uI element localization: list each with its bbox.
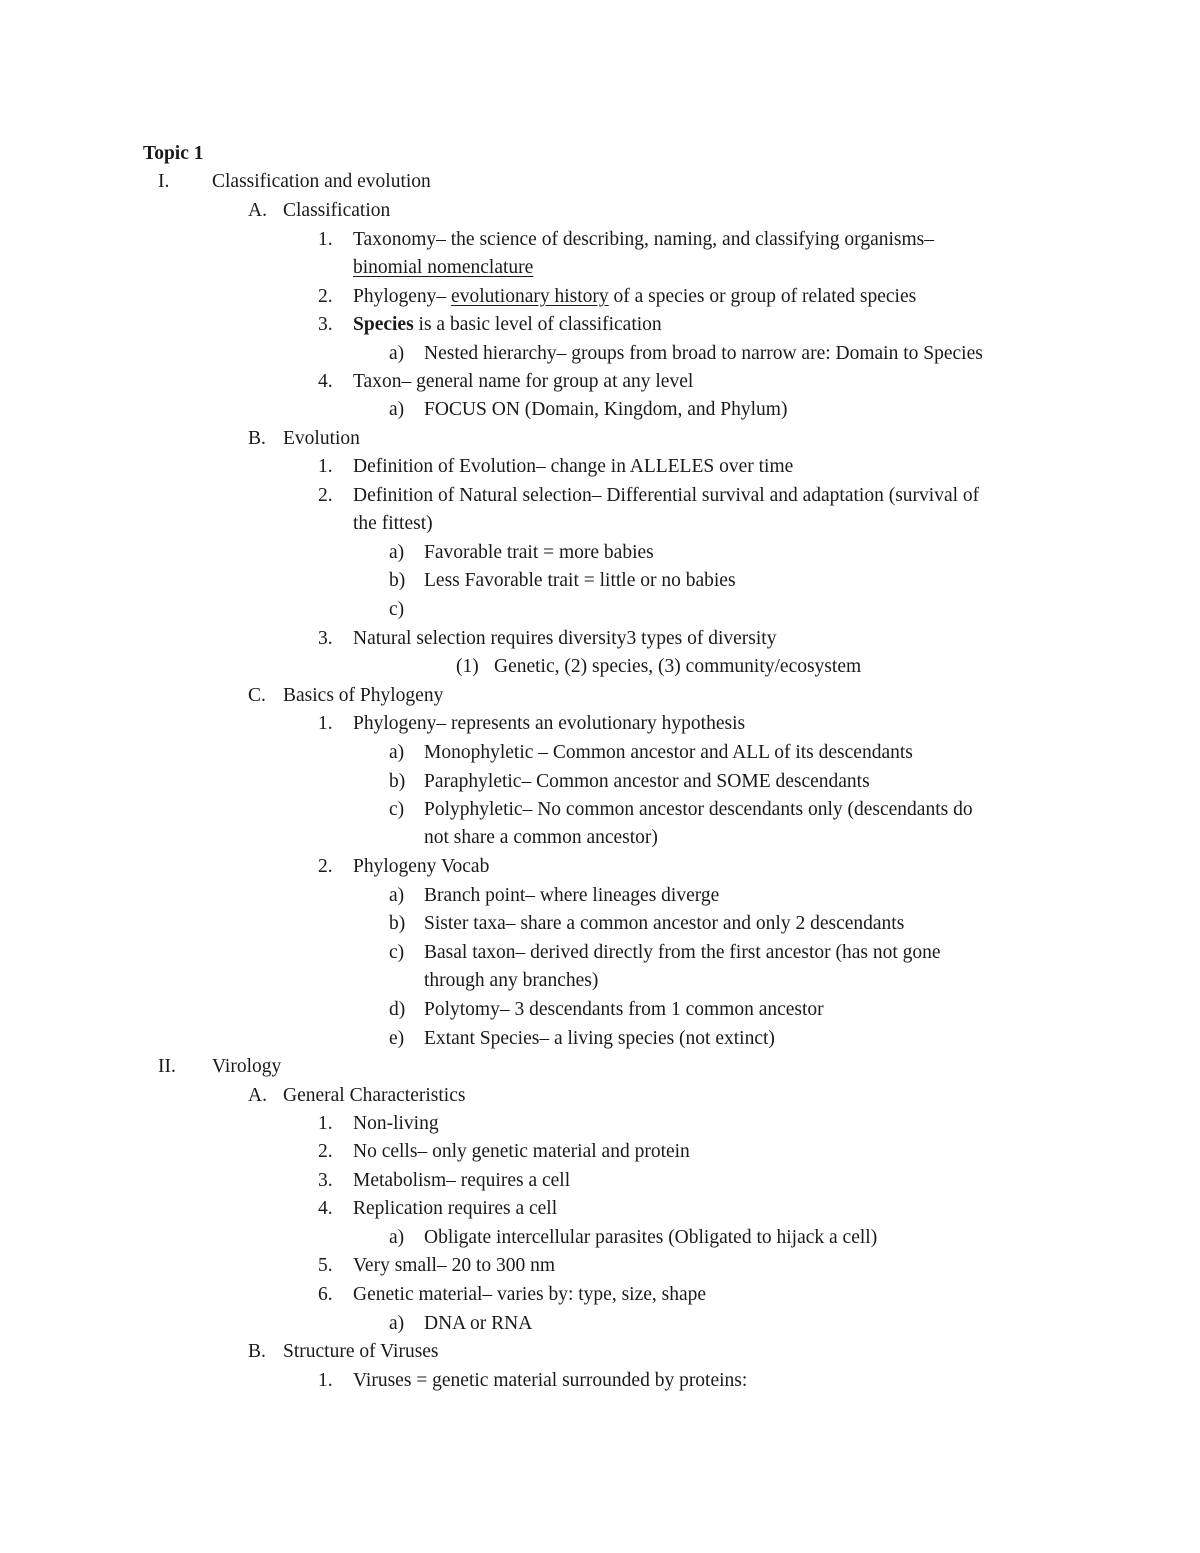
list-item-text: DNA or RNA bbox=[424, 1313, 533, 1334]
list-item-text: Phylogeny– represents an evolutionary hypothesis bbox=[353, 713, 746, 734]
outline-letter: A. bbox=[248, 200, 267, 221]
list-item-text: Genetic, (2) species, (3) community/ecosystem bbox=[494, 656, 862, 677]
outline-letter: C. bbox=[248, 685, 266, 706]
list-item-text bbox=[353, 283, 916, 311]
list-item-text: Sister taxa– share a common ancestor and only 2 descendants bbox=[424, 913, 905, 934]
outline-number: 1. bbox=[318, 1370, 333, 1391]
outline-letter: a) bbox=[389, 742, 405, 763]
list-item-text: the fittest) bbox=[353, 513, 433, 534]
outline-letter: c) bbox=[389, 599, 405, 620]
outline-letter: a) bbox=[389, 542, 405, 563]
outline-number: 1. bbox=[318, 456, 333, 477]
outline-letter: B. bbox=[248, 428, 266, 449]
bold-term: Species bbox=[353, 314, 414, 335]
outline-letter: B. bbox=[248, 1341, 266, 1362]
outline-number: 1. bbox=[318, 713, 333, 734]
outline-letter: b) bbox=[389, 771, 406, 792]
outline-number: 3. bbox=[318, 628, 333, 649]
list-item-text bbox=[353, 311, 662, 339]
outline-number: 4. bbox=[318, 1198, 333, 1219]
list-item-text: Definition of Natural selection– Differential survival and adaptation (survival of bbox=[353, 485, 980, 506]
outline-letter: e) bbox=[389, 1028, 405, 1049]
list-item-text: Less Favorable trait = little or no babies bbox=[424, 570, 736, 591]
list-item-text: Genetic material– varies by: type, size, shape bbox=[353, 1284, 707, 1305]
list-item-text: Natural selection requires diversity3 types of diversity bbox=[353, 628, 777, 649]
subsection-heading: Structure of Viruses bbox=[283, 1341, 439, 1362]
list-item-text: Very small– 20 to 300 nm bbox=[353, 1255, 556, 1276]
outline-number: 2. bbox=[318, 286, 333, 307]
list-item-text: Polytomy– 3 descendants from 1 common ancestor bbox=[424, 999, 824, 1020]
list-item-text: not share a common ancestor) bbox=[424, 827, 658, 848]
list-item-text: Extant Species– a living species (not extinct) bbox=[424, 1028, 775, 1049]
outline-number: 4. bbox=[318, 371, 333, 392]
list-item-text: Viruses = genetic material surrounded by proteins: bbox=[353, 1370, 748, 1391]
outline-number: 3. bbox=[318, 1170, 333, 1191]
list-item-text: Phylogeny Vocab bbox=[353, 856, 490, 877]
list-item-text: Taxonomy– the science of describing, naming, and classifying organisms– bbox=[353, 229, 934, 250]
list-item-text: Nested hierarchy– groups from broad to narrow are: Domain to Species bbox=[424, 343, 983, 364]
list-item-text-part: of a species or group of related species bbox=[608, 286, 917, 307]
outline-number: 1. bbox=[318, 1113, 333, 1134]
outline-number: 5. bbox=[318, 1255, 333, 1276]
outline-letter: a) bbox=[389, 1227, 405, 1248]
list-item-text: Paraphyletic– Common ancestor and SOME descendants bbox=[424, 771, 870, 792]
list-item-text: through any branches) bbox=[424, 970, 599, 991]
outline-letter: d) bbox=[389, 999, 406, 1020]
outline-numeral: II. bbox=[158, 1056, 176, 1077]
list-item-text: Taxon– general name for group at any level bbox=[353, 371, 694, 392]
outline-letter: a) bbox=[389, 885, 405, 906]
outline-number: (1) bbox=[456, 656, 479, 677]
outline-number: 1. bbox=[318, 229, 333, 250]
outline-letter: A. bbox=[248, 1085, 267, 1106]
list-item-text: No cells– only genetic material and protein bbox=[353, 1141, 690, 1162]
outline-number: 3. bbox=[318, 314, 333, 335]
subsection-heading: Evolution bbox=[283, 428, 360, 449]
outline-number: 2. bbox=[318, 485, 333, 506]
list-item-text: Replication requires a cell bbox=[353, 1198, 558, 1219]
outline-letter: b) bbox=[389, 570, 406, 591]
list-item-text: Definition of Evolution– change in ALLELES over time bbox=[353, 456, 794, 477]
subsection-heading: Classification bbox=[283, 200, 391, 221]
underlined-term: evolutionary history bbox=[451, 286, 609, 307]
outline-letter: a) bbox=[389, 1313, 405, 1334]
list-item-text: Obligate intercellular parasites (Obligated to hijack a cell) bbox=[424, 1227, 878, 1248]
outline-letter: a) bbox=[389, 399, 405, 420]
outline-letter: b) bbox=[389, 913, 406, 934]
list-item-text: FOCUS ON (Domain, Kingdom, and Phylum) bbox=[424, 399, 788, 420]
list-item-text-part: Phylogeny– bbox=[353, 286, 452, 307]
subsection-heading: General Characteristics bbox=[283, 1085, 466, 1106]
list-item-text: Monophyletic – Common ancestor and ALL of its descendants bbox=[424, 742, 913, 763]
section-heading: Virology bbox=[212, 1056, 282, 1077]
section-heading: Classification and evolution bbox=[212, 171, 431, 192]
document-title: Topic 1 bbox=[143, 143, 204, 164]
list-item-text: Branch point– where lineages diverge bbox=[424, 885, 720, 906]
outline-numeral: I. bbox=[158, 171, 170, 192]
subsection-heading: Basics of Phylogeny bbox=[283, 685, 444, 706]
list-item-text: Polyphyletic– No common ancestor descendants only (descendants do bbox=[424, 799, 973, 820]
list-item-text: Favorable trait = more babies bbox=[424, 542, 654, 563]
list-item-text: Metabolism– requires a cell bbox=[353, 1170, 571, 1191]
list-item-text: Basal taxon– derived directly from the first ancestor (has not gone bbox=[424, 942, 941, 963]
outline-letter: c) bbox=[389, 942, 405, 963]
outline-number: 6. bbox=[318, 1284, 333, 1305]
outline-letter: a) bbox=[389, 343, 405, 364]
list-item-text-part: is a basic level of classification bbox=[413, 314, 662, 335]
outline-number: 2. bbox=[318, 1141, 333, 1162]
outline-number: 2. bbox=[318, 856, 333, 877]
list-item-text: Non-living bbox=[353, 1113, 439, 1134]
outline-letter: c) bbox=[389, 799, 405, 820]
underlined-term: binomial nomenclature bbox=[353, 257, 534, 278]
